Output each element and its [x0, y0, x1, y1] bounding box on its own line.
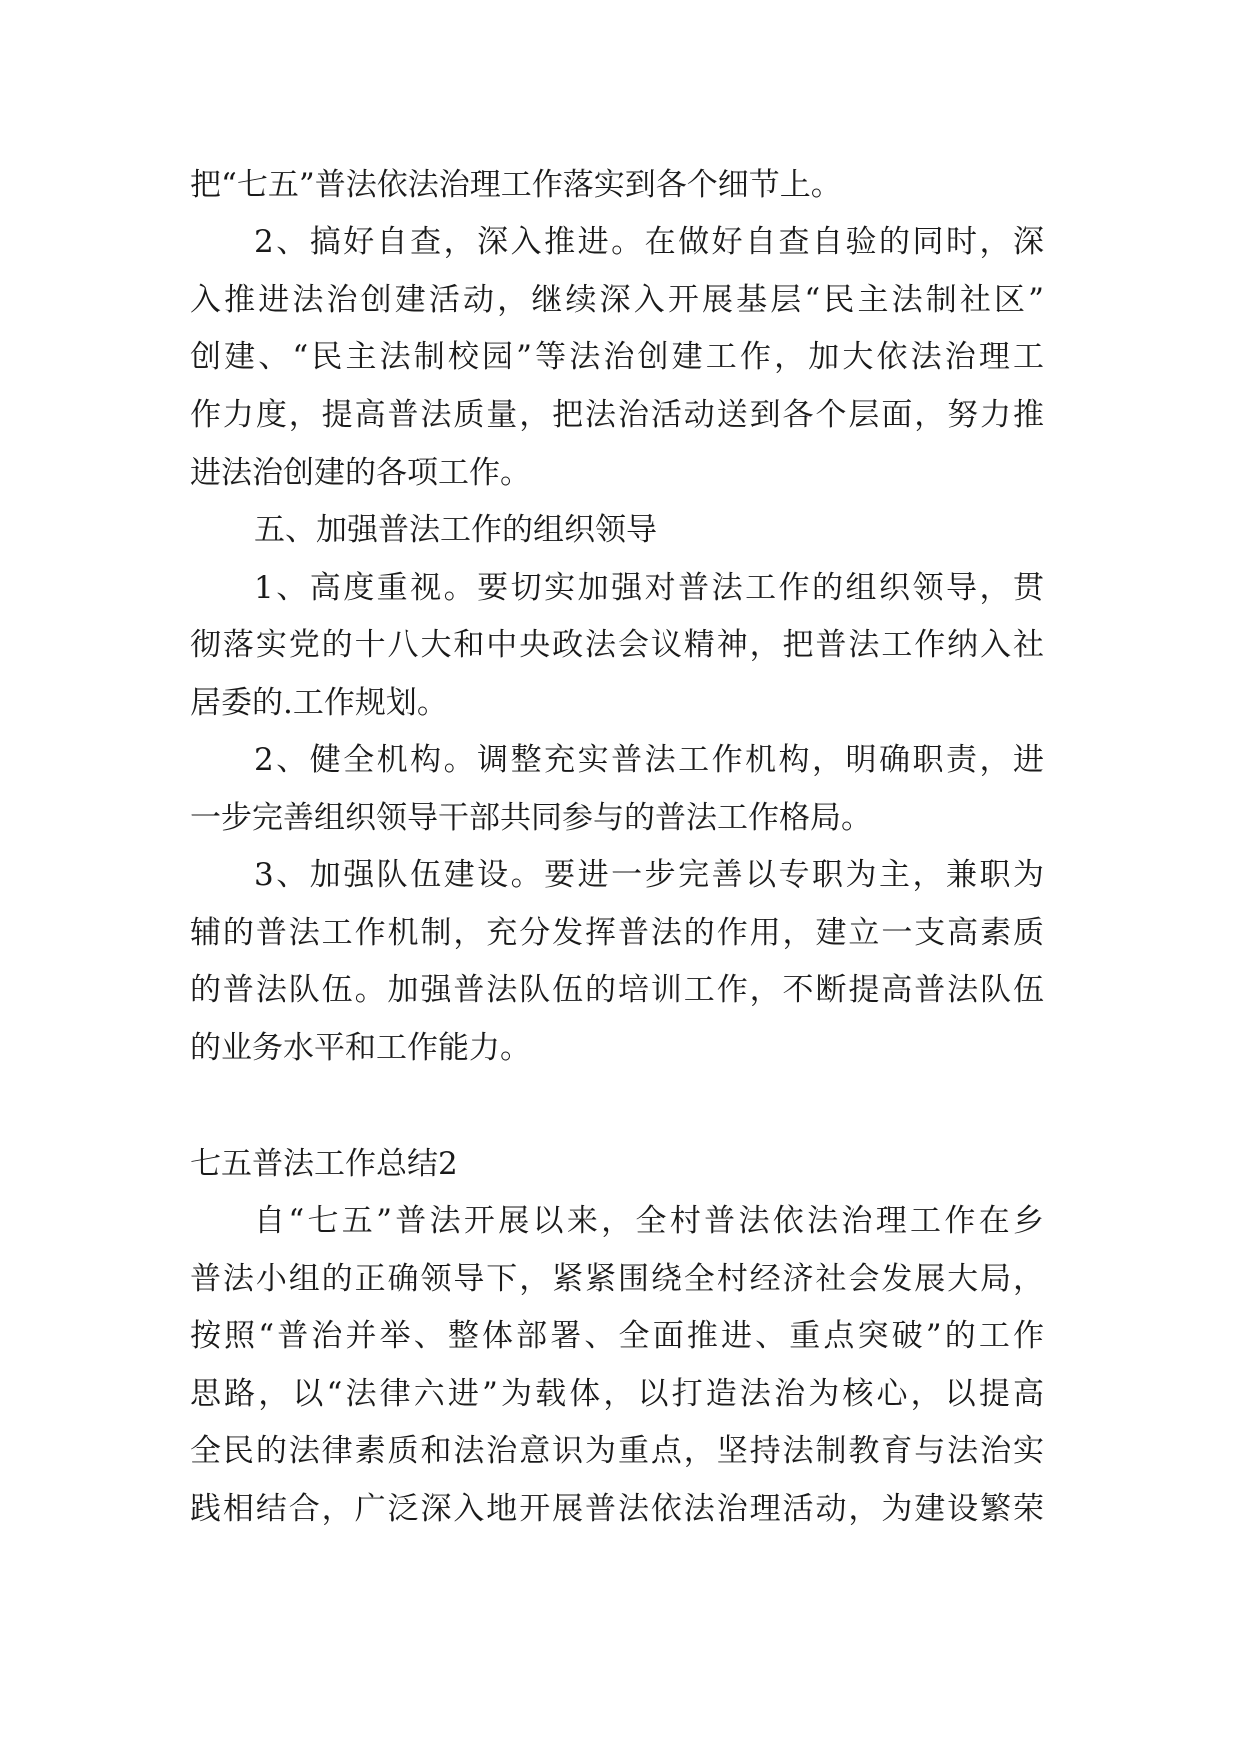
paragraph-line: 辅的普法工作机制，充分发挥普法的作用，建立一支高素质: [190, 915, 1044, 951]
paragraph-line: 作力度，提高普法质量，把法治活动送到各个层面，努力推: [190, 397, 1044, 433]
paragraph-line: 一步完善组织领导干部共同参与的普法工作格局。: [190, 800, 872, 836]
paragraph-line: 的普法队伍。加强普法队伍的培训工作，不断提高普法队伍: [190, 972, 1044, 1008]
paragraph-line: 普法小组的正确领导下，紧紧围绕全村经济社会发展大局，: [190, 1261, 1044, 1297]
paragraph-line: 进法治创建的各项工作。: [190, 455, 531, 491]
paragraph-line: 的业务水平和工作能力。: [190, 1030, 531, 1066]
paragraph-line: 把“七五”普法依法治理工作落实到各个细节上。: [190, 167, 842, 203]
paragraph-line: 思路，以“法律六进”为载体，以打造法治为核心，以提高: [190, 1376, 1044, 1412]
section-heading: 五、加强普法工作的组织领导: [254, 512, 657, 548]
paragraph-line: 创建、“民主法制校园”等法治创建工作，加大依法治理工: [190, 339, 1044, 375]
section-title: 七五普法工作总结2: [190, 1146, 458, 1182]
paragraph-line: 践相结合，广泛深入地开展普法依法治理活动，为建设繁荣: [190, 1491, 1044, 1527]
paragraph-line: 1、高度重视。要切实加强对普法工作的组织领导，贯: [254, 570, 1044, 606]
paragraph-line: 3、加强队伍建设。要进一步完善以专职为主，兼职为: [254, 857, 1044, 893]
paragraph-line: 2、搞好自查，深入推进。在做好自查自验的同时，深: [254, 224, 1044, 260]
paragraph-line: 入推进法治创建活动，继续深入开展基层“民主法制社区”: [190, 282, 1044, 318]
paragraph-line: 自“七五”普法开展以来，全村普法依法治理工作在乡: [254, 1203, 1044, 1239]
paragraph-line: 按照“普治并举、整体部署、全面推进、重点突破”的工作: [190, 1318, 1044, 1354]
paragraph-line: 全民的法律素质和法治意识为重点，坚持法制教育与法治实: [190, 1433, 1044, 1469]
paragraph-line: 彻落实党的十八大和中央政法会议精神，把普法工作纳入社: [190, 627, 1044, 663]
paragraph-line: 居委的.工作规划。: [190, 685, 448, 721]
paragraph-line: 2、健全机构。调整充实普法工作机构，明确职责，进: [254, 742, 1044, 778]
